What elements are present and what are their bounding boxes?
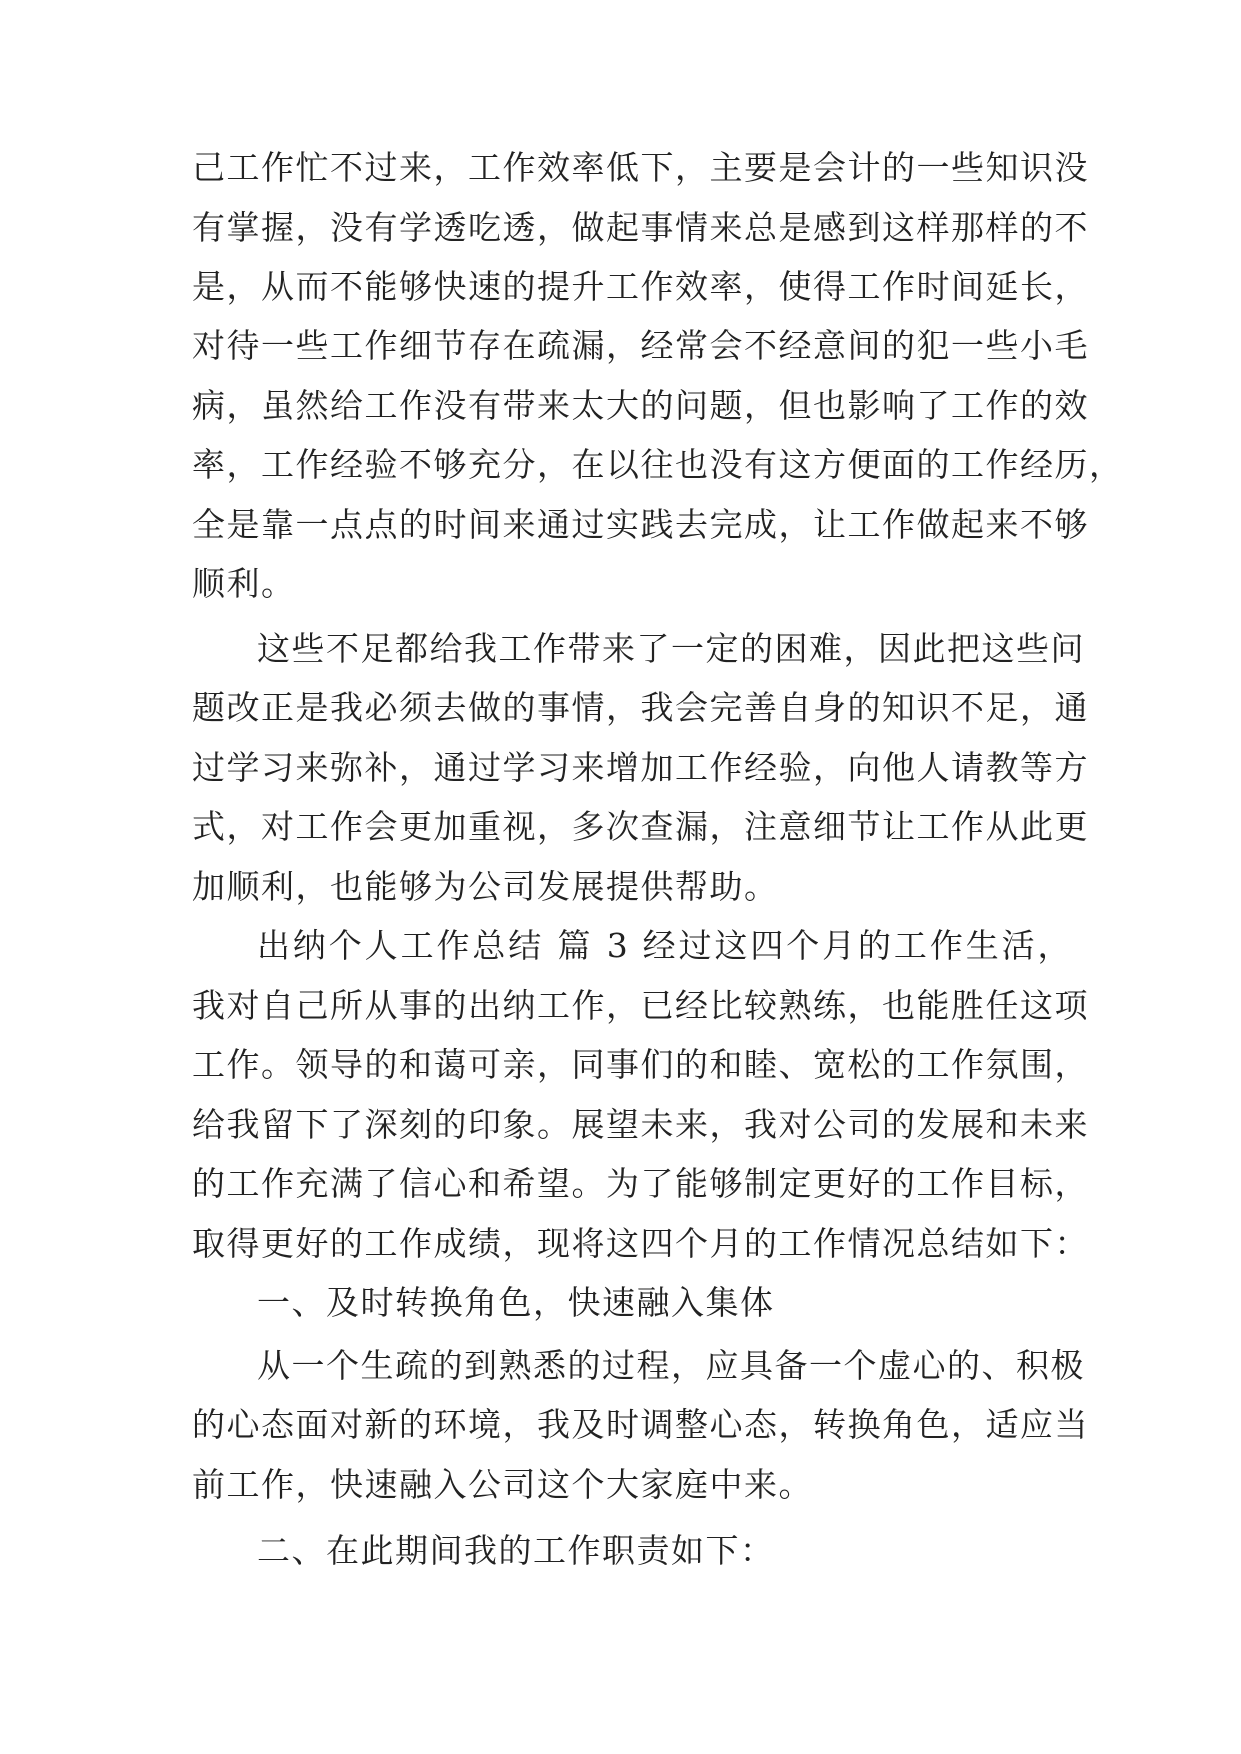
text-line: 的心态面对新的环境，我及时调整心态，转换角色，适应当 <box>192 1405 1089 1444</box>
text-line: 我对自己所从事的出纳工作，已经比较熟练，也能胜任这项 <box>192 986 1089 1025</box>
text-line: 顺利。 <box>192 564 296 603</box>
paragraph-first-line: 从一个生疏的到熟悉的过程，应具备一个虚心的、积极 <box>257 1346 1085 1385</box>
text-line: 工作。领导的和蔼可亲，同事们的和睦、宽松的工作氛围， <box>192 1045 1089 1084</box>
section-heading-line: 出纳个人工作总结 篇 3 经过这四个月的工作生活， <box>257 926 1072 965</box>
text-line: 给我留下了深刻的印象。展望未来，我对公司的发展和未来 <box>192 1105 1089 1144</box>
text-line: 率，工作经验不够充分，在以往也没有这方便面的工作经历， <box>192 445 1124 484</box>
paragraph-first-line: 这些不足都给我工作带来了一定的困难，因此把这些问 <box>257 629 1085 668</box>
text-line: 过学习来弥补，通过学习来增加工作经验，向他人请教等方 <box>192 748 1089 787</box>
text-line: 全是靠一点点的时间来通过实践去完成，让工作做起来不够 <box>192 505 1089 544</box>
list-heading-2: 二、在此期间我的工作职责如下： <box>257 1531 775 1570</box>
text-line: 是，从而不能够快速的提升工作效率，使得工作时间延长， <box>192 267 1089 306</box>
text-line: 的工作充满了信心和希望。为了能够制定更好的工作目标， <box>192 1164 1089 1203</box>
text-line: 病，虽然给工作没有带来太大的问题，但也影响了工作的效 <box>192 386 1089 425</box>
text-line: 式，对工作会更加重视，多次查漏，注意细节让工作从此更 <box>192 807 1089 846</box>
text-line: 前工作，快速融入公司这个大家庭中来。 <box>192 1465 813 1504</box>
text-line: 加顺利，也能够为公司发展提供帮助。 <box>192 867 779 906</box>
list-heading-1: 一、及时转换角色，快速融入集体 <box>257 1283 775 1322</box>
text-line: 对待一些工作细节存在疏漏，经常会不经意间的犯一些小毛 <box>192 326 1089 365</box>
text-line: 有掌握，没有学透吃透，做起事情来总是感到这样那样的不 <box>192 208 1089 247</box>
text-line: 己工作忙不过来，工作效率低下，主要是会计的一些知识没 <box>192 148 1089 187</box>
text-line: 题改正是我必须去做的事情，我会完善自身的知识不足，通 <box>192 688 1089 727</box>
text-line: 取得更好的工作成绩，现将这四个月的工作情况总结如下： <box>192 1224 1089 1263</box>
